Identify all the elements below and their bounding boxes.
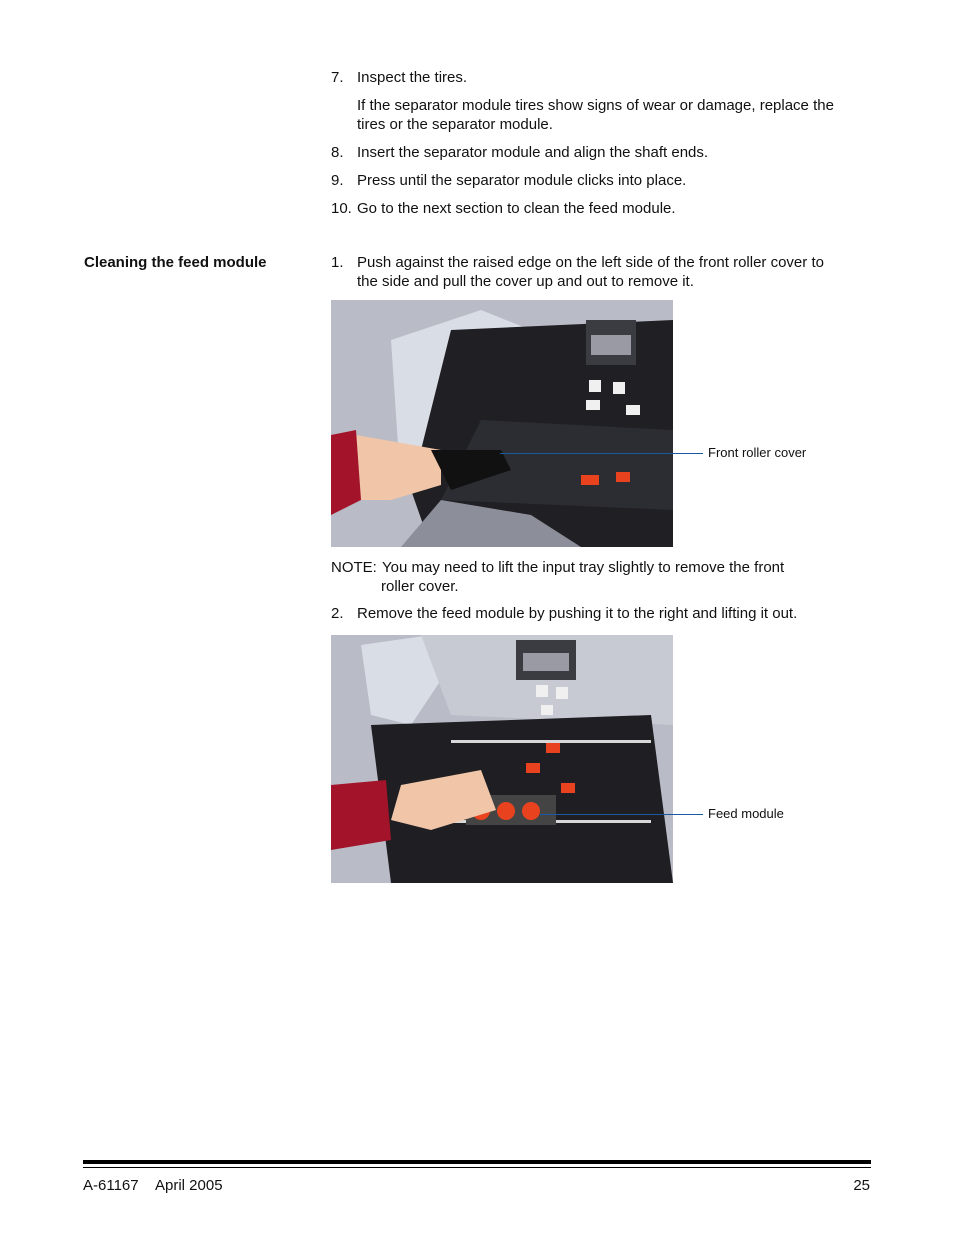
figure-feed-module-photo [331, 635, 673, 883]
step-9-text: Press until the separator module clicks into place. [357, 172, 687, 189]
front-roller-cover-callout: Front roller cover [708, 445, 807, 460]
footer-rule-thick [83, 1160, 871, 1164]
step-7-number: 7. [331, 69, 344, 86]
section-step-2-text: Remove the feed module by pushing it to the right and lifting it out. [357, 605, 798, 622]
note-line2: roller cover. [381, 578, 459, 595]
section-step-1-line1: Push against the raised edge on the left side of the front roller cover to [357, 254, 824, 271]
section-step-1-line2: the side and pull the cover up and out to remove it. [357, 273, 694, 290]
page-number: 25 [853, 1177, 870, 1194]
step-7-text: Inspect the tires. [357, 69, 468, 86]
step-10-number: 10. [331, 200, 352, 217]
step-7-detail-line1: If the separator module tires show signs of wear or damage, replace the [357, 97, 834, 114]
section-step-2-number: 2. [331, 605, 344, 622]
footer-doc-id: A-61167 [83, 1177, 139, 1194]
step-8-text: Insert the separator module and align the shaft ends. [357, 144, 709, 161]
front-roller-cover-leader-line [500, 453, 703, 454]
step-10-text: Go to the next section to clean the feed module. [357, 200, 676, 217]
note-label: NOTE: [331, 559, 377, 576]
step-7-detail-line2: tires or the separator module. [357, 116, 553, 133]
figure-front-roller-cover-photo [331, 300, 673, 547]
footer-date: April 2005 [155, 1177, 223, 1194]
section-heading: Cleaning the feed module [84, 254, 267, 271]
section-step-1-number: 1. [331, 254, 344, 271]
note-line1: You may need to lift the input tray slightly to remove the front [382, 559, 785, 576]
footer-rule-thin [83, 1167, 871, 1168]
step-8-number: 8. [331, 144, 344, 161]
feed-module-callout: Feed module [708, 806, 784, 821]
feed-module-leader-line [540, 814, 703, 815]
step-9-number: 9. [331, 172, 344, 189]
